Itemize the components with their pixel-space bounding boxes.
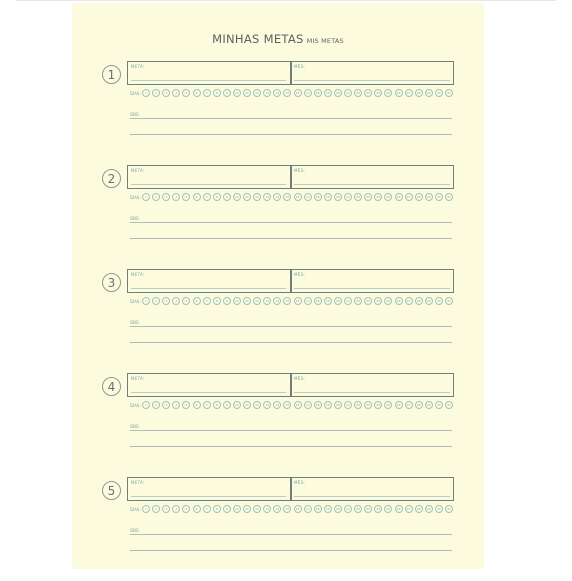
days-row	[130, 193, 460, 202]
day-circle[interactable]: 22	[354, 193, 362, 201]
day-circle[interactable]: 1	[142, 89, 150, 97]
day-circle[interactable]: 31	[445, 401, 453, 409]
day-circle[interactable]: 9	[223, 297, 231, 305]
day-circle[interactable]: 16	[294, 297, 302, 305]
obs-line[interactable]	[130, 446, 452, 447]
day-circle[interactable]: 19	[324, 505, 332, 513]
days-label: DIAS:	[130, 403, 141, 408]
day-circle[interactable]: 16	[294, 193, 302, 201]
days-label: DIAS:	[130, 91, 141, 96]
day-circle[interactable]: 31	[445, 193, 453, 201]
day-circle[interactable]: 12	[253, 297, 261, 305]
day-circle[interactable]: 15	[283, 193, 291, 201]
meta-label: META:	[131, 376, 145, 381]
day-circle[interactable]: 25	[384, 193, 392, 201]
day-circle[interactable]: 15	[283, 297, 291, 305]
day-circle[interactable]: 8	[213, 505, 221, 513]
day-circle[interactable]: 17	[304, 505, 312, 513]
day-circle[interactable]: 5	[182, 89, 190, 97]
goal-block	[72, 377, 484, 477]
mes-label: MÊS:	[294, 376, 306, 381]
day-circle[interactable]: 22	[354, 505, 362, 513]
day-circle[interactable]: 26	[395, 297, 403, 305]
days-row	[130, 89, 460, 98]
day-circle[interactable]: 21	[344, 297, 352, 305]
day-circle[interactable]: 1	[142, 193, 150, 201]
day-circle[interactable]: 25	[384, 89, 392, 97]
day-circle[interactable]: 26	[395, 89, 403, 97]
day-circle[interactable]: 6	[193, 505, 201, 513]
day-circle[interactable]: 18	[314, 297, 322, 305]
day-circle[interactable]: 26	[395, 193, 403, 201]
day-circle[interactable]: 16	[294, 401, 302, 409]
day-circle[interactable]: 11	[243, 193, 251, 201]
day-circle[interactable]: 7	[203, 89, 211, 97]
day-circle[interactable]: 14	[273, 193, 281, 201]
day-circle[interactable]: 9	[223, 89, 231, 97]
day-circle[interactable]: 4	[172, 505, 180, 513]
day-circle[interactable]: 5	[182, 193, 190, 201]
day-circle[interactable]: 10	[233, 297, 241, 305]
day-circle[interactable]: 21	[344, 401, 352, 409]
day-circle[interactable]: 20	[334, 297, 342, 305]
day-circle[interactable]: 25	[384, 505, 392, 513]
day-circle[interactable]: 29	[425, 89, 433, 97]
day-circle[interactable]: 30	[435, 401, 443, 409]
day-circle[interactable]: 7	[203, 297, 211, 305]
goal-block	[72, 169, 484, 269]
day-circle[interactable]: 4	[172, 89, 180, 97]
mes-field[interactable]	[294, 496, 450, 497]
obs-line[interactable]	[130, 134, 452, 135]
day-circle[interactable]: 13	[263, 193, 271, 201]
day-circle[interactable]: 18	[314, 193, 322, 201]
day-circle[interactable]: 25	[384, 297, 392, 305]
day-circle[interactable]: 7	[203, 193, 211, 201]
day-circle[interactable]: 11	[243, 505, 251, 513]
day-circle[interactable]: 16	[294, 89, 302, 97]
day-circle[interactable]: 23	[364, 505, 372, 513]
obs-line[interactable]	[130, 534, 452, 535]
box-divider	[290, 374, 292, 396]
meta-field[interactable]	[131, 392, 286, 393]
mes-field[interactable]	[294, 288, 450, 289]
day-circle[interactable]: 3	[162, 401, 170, 409]
obs-label: OBS:	[130, 320, 140, 325]
day-circle[interactable]: 28	[415, 505, 423, 513]
day-circle[interactable]: 7	[203, 401, 211, 409]
day-circle[interactable]: 30	[435, 89, 443, 97]
obs-label: OBS:	[130, 216, 140, 221]
mes-label: MÊS:	[294, 272, 306, 277]
day-circle[interactable]: 27	[405, 89, 413, 97]
day-circle[interactable]: 24	[374, 297, 382, 305]
mes-label: MÊS:	[294, 64, 306, 69]
day-circle[interactable]: 6	[193, 297, 201, 305]
day-circle[interactable]: 18	[314, 89, 322, 97]
day-circle[interactable]: 31	[445, 89, 453, 97]
day-circle[interactable]: 2	[152, 193, 160, 201]
day-circle[interactable]: 5	[182, 505, 190, 513]
day-circle[interactable]: 28	[415, 401, 423, 409]
day-circle[interactable]: 20	[334, 193, 342, 201]
day-circle[interactable]: 20	[334, 505, 342, 513]
day-circle[interactable]: 25	[384, 401, 392, 409]
box-divider	[290, 478, 292, 500]
goal-number: 1	[102, 65, 121, 84]
goal-fields-box	[127, 477, 454, 501]
box-divider	[290, 270, 292, 292]
day-circle[interactable]: 20	[334, 89, 342, 97]
day-circle[interactable]: 8	[213, 89, 221, 97]
obs-line[interactable]	[130, 342, 452, 343]
day-circle[interactable]: 22	[354, 89, 362, 97]
obs-line[interactable]	[130, 550, 452, 551]
meta-field[interactable]	[131, 288, 286, 289]
day-circle[interactable]: 14	[273, 89, 281, 97]
goal-number: 4	[102, 377, 121, 396]
goal-fields-box	[127, 373, 454, 397]
days-row	[130, 297, 460, 306]
day-circle[interactable]: 17	[304, 297, 312, 305]
day-circle[interactable]: 17	[304, 193, 312, 201]
day-circle[interactable]: 8	[213, 193, 221, 201]
day-circle[interactable]: 27	[405, 297, 413, 305]
page-title	[72, 28, 484, 47]
mes-label: MÊS:	[294, 168, 306, 173]
day-circle[interactable]: 21	[344, 89, 352, 97]
day-circle[interactable]: 30	[435, 297, 443, 305]
day-circle[interactable]: 11	[243, 297, 251, 305]
day-circle[interactable]: 13	[263, 505, 271, 513]
day-circle[interactable]: 13	[263, 401, 271, 409]
day-circle[interactable]: 18	[314, 401, 322, 409]
day-circle[interactable]: 19	[324, 193, 332, 201]
day-circle[interactable]: 11	[243, 401, 251, 409]
day-circle[interactable]: 14	[273, 297, 281, 305]
day-circle[interactable]: 1	[142, 297, 150, 305]
days-row	[130, 505, 460, 514]
day-circle[interactable]: 22	[354, 401, 362, 409]
obs-line[interactable]	[130, 238, 452, 239]
day-circle[interactable]: 17	[304, 89, 312, 97]
day-circle[interactable]: 5	[182, 297, 190, 305]
day-circle[interactable]: 14	[273, 505, 281, 513]
obs-line[interactable]	[130, 118, 452, 119]
day-circle[interactable]: 4	[172, 401, 180, 409]
day-circle[interactable]: 17	[304, 401, 312, 409]
day-circle[interactable]: 1	[142, 401, 150, 409]
box-divider	[290, 166, 292, 188]
day-circle[interactable]: 14	[273, 401, 281, 409]
obs-label: OBS:	[130, 424, 140, 429]
day-circle[interactable]: 24	[374, 89, 382, 97]
goal-fields-box	[127, 165, 454, 189]
day-circle[interactable]: 6	[193, 89, 201, 97]
day-circle[interactable]: 15	[283, 89, 291, 97]
day-circle[interactable]: 12	[253, 89, 261, 97]
obs-line[interactable]	[130, 326, 452, 327]
day-circle[interactable]: 21	[344, 193, 352, 201]
day-circle[interactable]: 2	[152, 401, 160, 409]
day-circle[interactable]: 28	[415, 193, 423, 201]
day-circle[interactable]: 13	[263, 89, 271, 97]
day-circle[interactable]: 19	[324, 89, 332, 97]
goal-fields-box	[127, 61, 454, 85]
day-circle[interactable]: 9	[223, 193, 231, 201]
day-circle[interactable]: 2	[152, 505, 160, 513]
obs-line[interactable]	[130, 222, 452, 223]
day-circle[interactable]: 23	[364, 89, 372, 97]
day-circle[interactable]: 24	[374, 505, 382, 513]
day-circle[interactable]: 8	[213, 401, 221, 409]
mes-field[interactable]	[294, 80, 450, 81]
days-label: DIAS:	[130, 507, 141, 512]
day-circle[interactable]: 29	[425, 297, 433, 305]
day-circle[interactable]: 29	[425, 505, 433, 513]
day-circle[interactable]: 18	[314, 505, 322, 513]
top-divider	[16, 0, 556, 1]
days-label: DIAS:	[130, 195, 141, 200]
day-circle[interactable]: 20	[334, 401, 342, 409]
day-circle[interactable]: 23	[364, 401, 372, 409]
day-circle[interactable]: 28	[415, 297, 423, 305]
day-circle[interactable]: 30	[435, 505, 443, 513]
day-circle[interactable]: 9	[223, 401, 231, 409]
day-circle[interactable]: 15	[283, 401, 291, 409]
day-circle[interactable]: 31	[445, 505, 453, 513]
day-circle[interactable]: 2	[152, 89, 160, 97]
day-circle[interactable]: 27	[405, 401, 413, 409]
day-circle[interactable]: 27	[405, 193, 413, 201]
day-circle[interactable]: 22	[354, 297, 362, 305]
day-circle[interactable]: 16	[294, 505, 302, 513]
planner-page	[72, 3, 484, 569]
day-circle[interactable]: 12	[253, 505, 261, 513]
day-circle[interactable]: 3	[162, 89, 170, 97]
days-row	[130, 401, 460, 410]
title-sub: MIS METAS	[306, 37, 344, 45]
day-circle[interactable]: 19	[324, 297, 332, 305]
day-circle[interactable]: 4	[172, 193, 180, 201]
obs-line[interactable]	[130, 430, 452, 431]
meta-label: META:	[131, 64, 145, 69]
mes-field[interactable]	[294, 184, 450, 185]
day-circle[interactable]: 23	[364, 193, 372, 201]
day-circle[interactable]: 29	[425, 401, 433, 409]
day-circle[interactable]: 1	[142, 505, 150, 513]
day-circle[interactable]: 24	[374, 193, 382, 201]
meta-field[interactable]	[131, 184, 286, 185]
meta-field[interactable]	[131, 80, 286, 81]
day-circle[interactable]: 26	[395, 401, 403, 409]
day-circle[interactable]: 10	[233, 193, 241, 201]
day-circle[interactable]: 15	[283, 505, 291, 513]
day-circle[interactable]: 6	[193, 193, 201, 201]
goal-block	[72, 273, 484, 373]
box-divider	[290, 62, 292, 84]
day-circle[interactable]: 6	[193, 401, 201, 409]
obs-label: OBS:	[130, 112, 140, 117]
day-circle[interactable]: 8	[213, 297, 221, 305]
meta-field[interactable]	[131, 496, 286, 497]
day-circle[interactable]: 5	[182, 401, 190, 409]
day-circle[interactable]: 28	[415, 89, 423, 97]
day-circle[interactable]: 27	[405, 505, 413, 513]
mes-field[interactable]	[294, 392, 450, 393]
days-label: DIAS:	[130, 299, 141, 304]
day-circle[interactable]: 10	[233, 89, 241, 97]
goal-number: 2	[102, 169, 121, 188]
day-circle[interactable]: 21	[344, 505, 352, 513]
day-circle[interactable]: 26	[395, 505, 403, 513]
day-circle[interactable]: 12	[253, 193, 261, 201]
day-circle[interactable]: 2	[152, 297, 160, 305]
meta-label: META:	[131, 480, 145, 485]
day-circle[interactable]: 3	[162, 193, 170, 201]
goal-fields-box	[127, 269, 454, 293]
meta-label: META:	[131, 168, 145, 173]
goal-block	[72, 481, 484, 581]
day-circle[interactable]: 7	[203, 505, 211, 513]
day-circle[interactable]: 12	[253, 401, 261, 409]
goal-block	[72, 65, 484, 165]
goal-number: 3	[102, 273, 121, 292]
title-main: MINHAS METAS	[212, 32, 304, 46]
mes-label: MÊS:	[294, 480, 306, 485]
day-circle[interactable]: 9	[223, 505, 231, 513]
day-circle[interactable]: 10	[233, 505, 241, 513]
obs-label: OBS:	[130, 528, 140, 533]
meta-label: META:	[131, 272, 145, 277]
day-circle[interactable]: 23	[364, 297, 372, 305]
goal-number: 5	[102, 481, 121, 500]
day-circle[interactable]: 3	[162, 505, 170, 513]
day-circle[interactable]: 13	[263, 297, 271, 305]
day-circle[interactable]: 31	[445, 297, 453, 305]
day-circle[interactable]: 11	[243, 89, 251, 97]
day-circle[interactable]: 19	[324, 401, 332, 409]
day-circle[interactable]: 29	[425, 193, 433, 201]
day-circle[interactable]: 10	[233, 401, 241, 409]
day-circle[interactable]: 24	[374, 401, 382, 409]
day-circle[interactable]: 30	[435, 193, 443, 201]
day-circle[interactable]: 4	[172, 297, 180, 305]
day-circle[interactable]: 3	[162, 297, 170, 305]
